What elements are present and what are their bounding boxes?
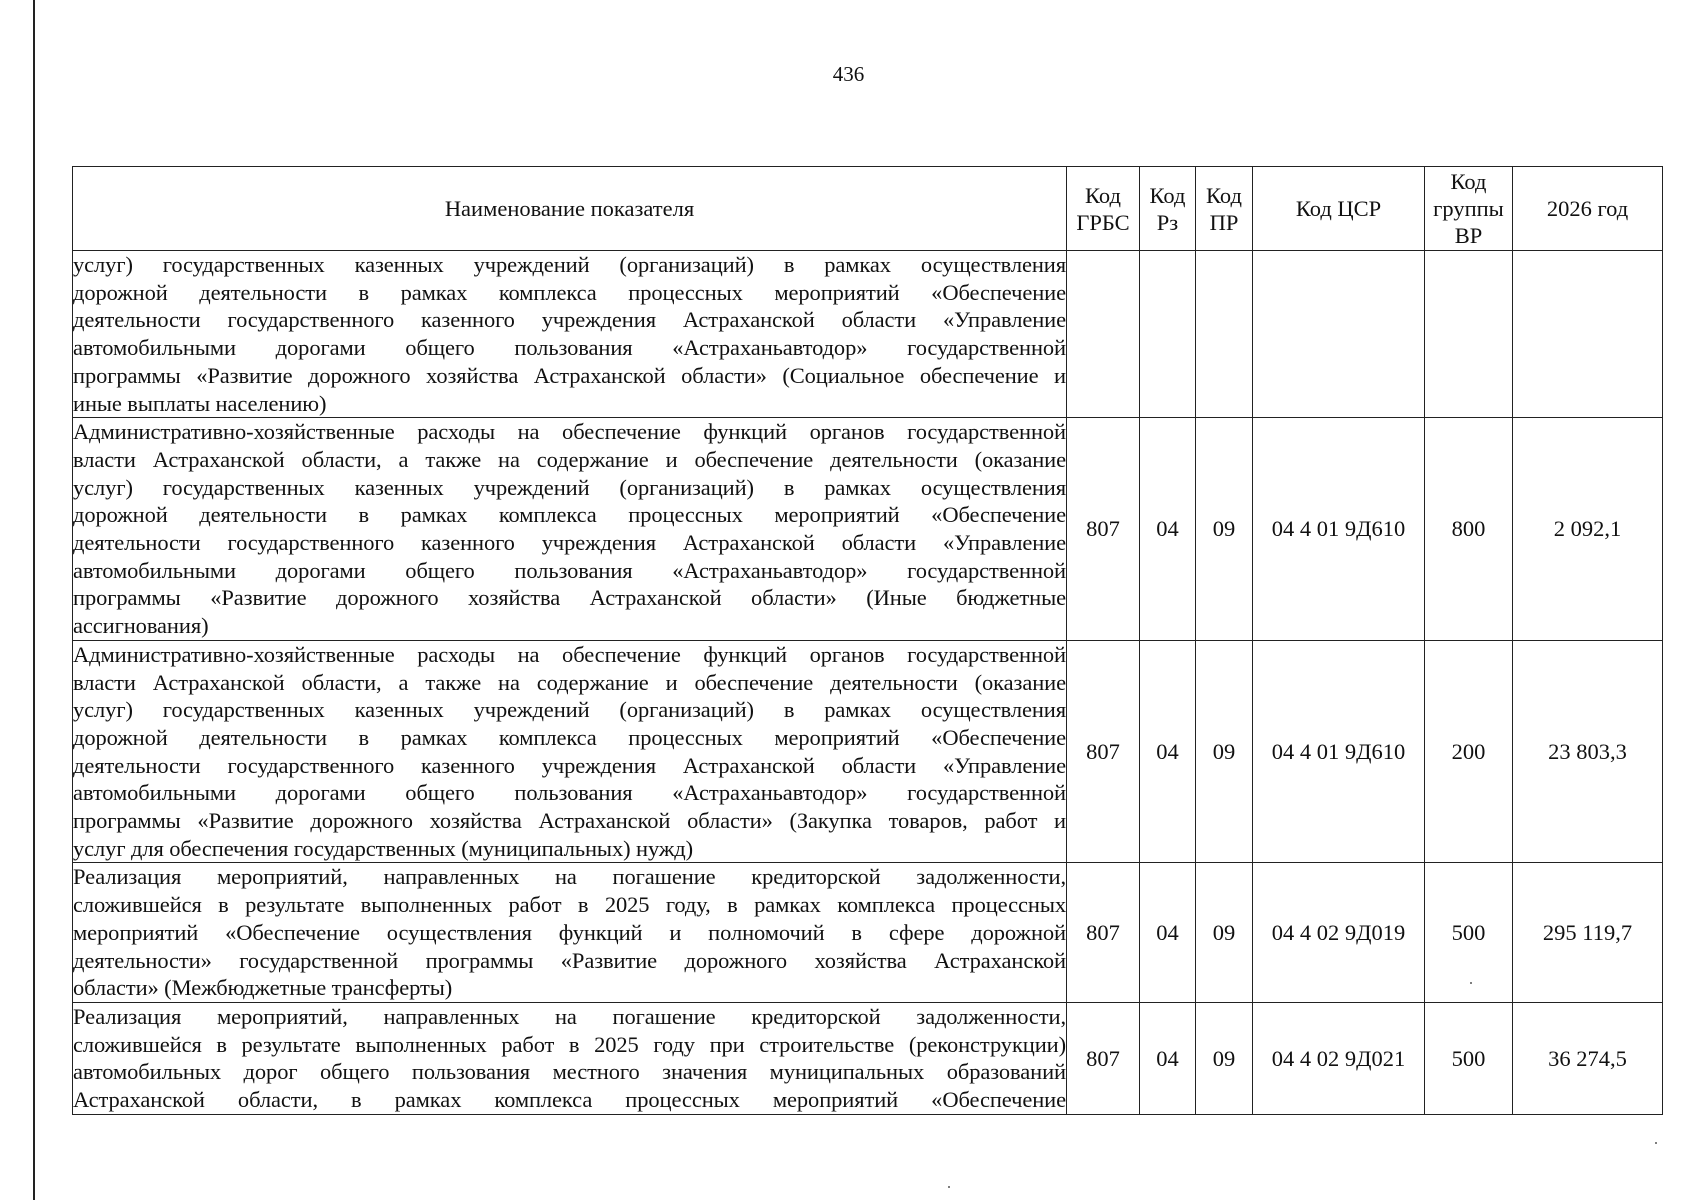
row-name: Административно-хозяйственные расходы на обеспечение функций органов государственной власти Астраханской области, а также на содержание и обеспечение деятельности (оказание услуг) государственных казенных учреждений (организаций) в рамках осуществления дорожной деятельности в рамках комплекса процессных мероприятий «Обеспечение деятельности государственного казенного учреждения Астраханской области «Управление автомобильными дорогами общего пользования «Астраханьавтодор» государственной программы «Развитие дорожного хозяйства Астраханской области» (Иные бюджетные ассигнования)	[73, 418, 1067, 641]
cell-csr: 04 4 01 9Д610	[1253, 640, 1425, 863]
header-pr: Код ПР	[1196, 167, 1253, 251]
cell-vr: 500	[1425, 1002, 1513, 1114]
table-row	[73, 1002, 1663, 1114]
header-name: Наименование показателя	[73, 167, 1067, 251]
cell-grbs: 807	[1067, 863, 1140, 1003]
cell-amount	[1513, 251, 1663, 418]
cell-amount: 23 803,3	[1513, 640, 1663, 863]
header-grbs: Код ГРБС	[1067, 167, 1140, 251]
page-number: 436	[832, 62, 865, 86]
cell-rz: 04	[1140, 640, 1196, 863]
budget-table	[72, 166, 1663, 1115]
cell-vr: 200	[1425, 640, 1513, 863]
cell-amount: 2 092,1	[1513, 418, 1663, 641]
cell-pr: 09	[1196, 863, 1253, 1003]
scan-speck	[948, 1186, 950, 1188]
table-row	[73, 251, 1663, 418]
cell-grbs	[1067, 251, 1140, 418]
cell-csr: 04 4 01 9Д610	[1253, 418, 1425, 641]
cell-csr: 04 4 02 9Д021	[1253, 1002, 1425, 1114]
cell-rz: 04	[1140, 863, 1196, 1003]
table-row	[73, 863, 1663, 1003]
cell-pr: 09	[1196, 418, 1253, 641]
cell-grbs: 807	[1067, 1002, 1140, 1114]
cell-rz: 04	[1140, 1002, 1196, 1114]
cell-vr: 500	[1425, 863, 1513, 1003]
scan-speck	[1655, 1142, 1657, 1144]
cell-grbs: 807	[1067, 640, 1140, 863]
cell-vr	[1425, 251, 1513, 418]
cell-pr	[1196, 251, 1253, 418]
cell-rz	[1140, 251, 1196, 418]
header-csr: Код ЦСР	[1253, 167, 1425, 251]
row-name: Административно-хозяйственные расходы на обеспечение функций органов государственной власти Астраханской области, а также на содержание и обеспечение деятельности (оказание услуг) государственных казенных учреждений (организаций) в рамках осуществления дорожной деятельности в рамках комплекса процессных мероприятий «Обеспечение деятельности государственного казенного учреждения Астраханской области «Управление автомобильными дорогами общего пользования «Астраханьавтодор» государственной программы «Развитие дорожного хозяйства Астраханской области» (Закупка товаров, работ и услуг для обеспечения государственных (муниципальных) нужд)	[73, 640, 1067, 863]
cell-grbs: 807	[1067, 418, 1140, 641]
header-vr: Код группы ВР	[1425, 167, 1513, 251]
cell-pr: 09	[1196, 1002, 1253, 1114]
cell-vr: 800	[1425, 418, 1513, 641]
table-row	[73, 418, 1663, 641]
cell-amount: 36 274,5	[1513, 1002, 1663, 1114]
header-rz: Код Рз	[1140, 167, 1196, 251]
cell-amount: 295 119,7	[1513, 863, 1663, 1003]
scan-speck	[1470, 982, 1472, 984]
page-edge-line	[33, 0, 35, 1200]
row-name: услуг) государственных казенных учреждений (организаций) в рамках осуществления дорожной деятельности в рамках комплекса процессных мероприятий «Обеспечение деятельности государственного казенного учреждения Астраханской области «Управление автомобильными дорогами общего пользования «Астраханьавтодор» государственной программы «Развитие дорожного хозяйства Астраханской области» (Социальное обеспечение и иные выплаты населению)	[73, 251, 1067, 418]
cell-csr	[1253, 251, 1425, 418]
cell-rz: 04	[1140, 418, 1196, 641]
cell-csr: 04 4 02 9Д019	[1253, 863, 1425, 1003]
table-header-row	[73, 167, 1663, 251]
row-name: Реализация мероприятий, направленных на погашение кредиторской задолженности, сложившейся в результате выполненных работ в 2025 году при строительстве (реконструкции) автомобильных дорог общего пользования местного значения муниципальных образований Астраханской области, в рамках комплекса процессных мероприятий «Обеспечение	[73, 1002, 1067, 1114]
table-row	[73, 640, 1663, 863]
header-year: 2026 год	[1513, 167, 1663, 251]
cell-pr: 09	[1196, 640, 1253, 863]
row-name: Реализация мероприятий, направленных на погашение кредиторской задолженности, сложившейся в результате выполненных работ в 2025 году, в рамках комплекса процессных мероприятий «Обеспечение осуществления функций и полномочий в сфере дорожной деятельности» государственной программы «Развитие дорожного хозяйства Астраханской области» (Межбюджетные трансферты)	[73, 863, 1067, 1003]
